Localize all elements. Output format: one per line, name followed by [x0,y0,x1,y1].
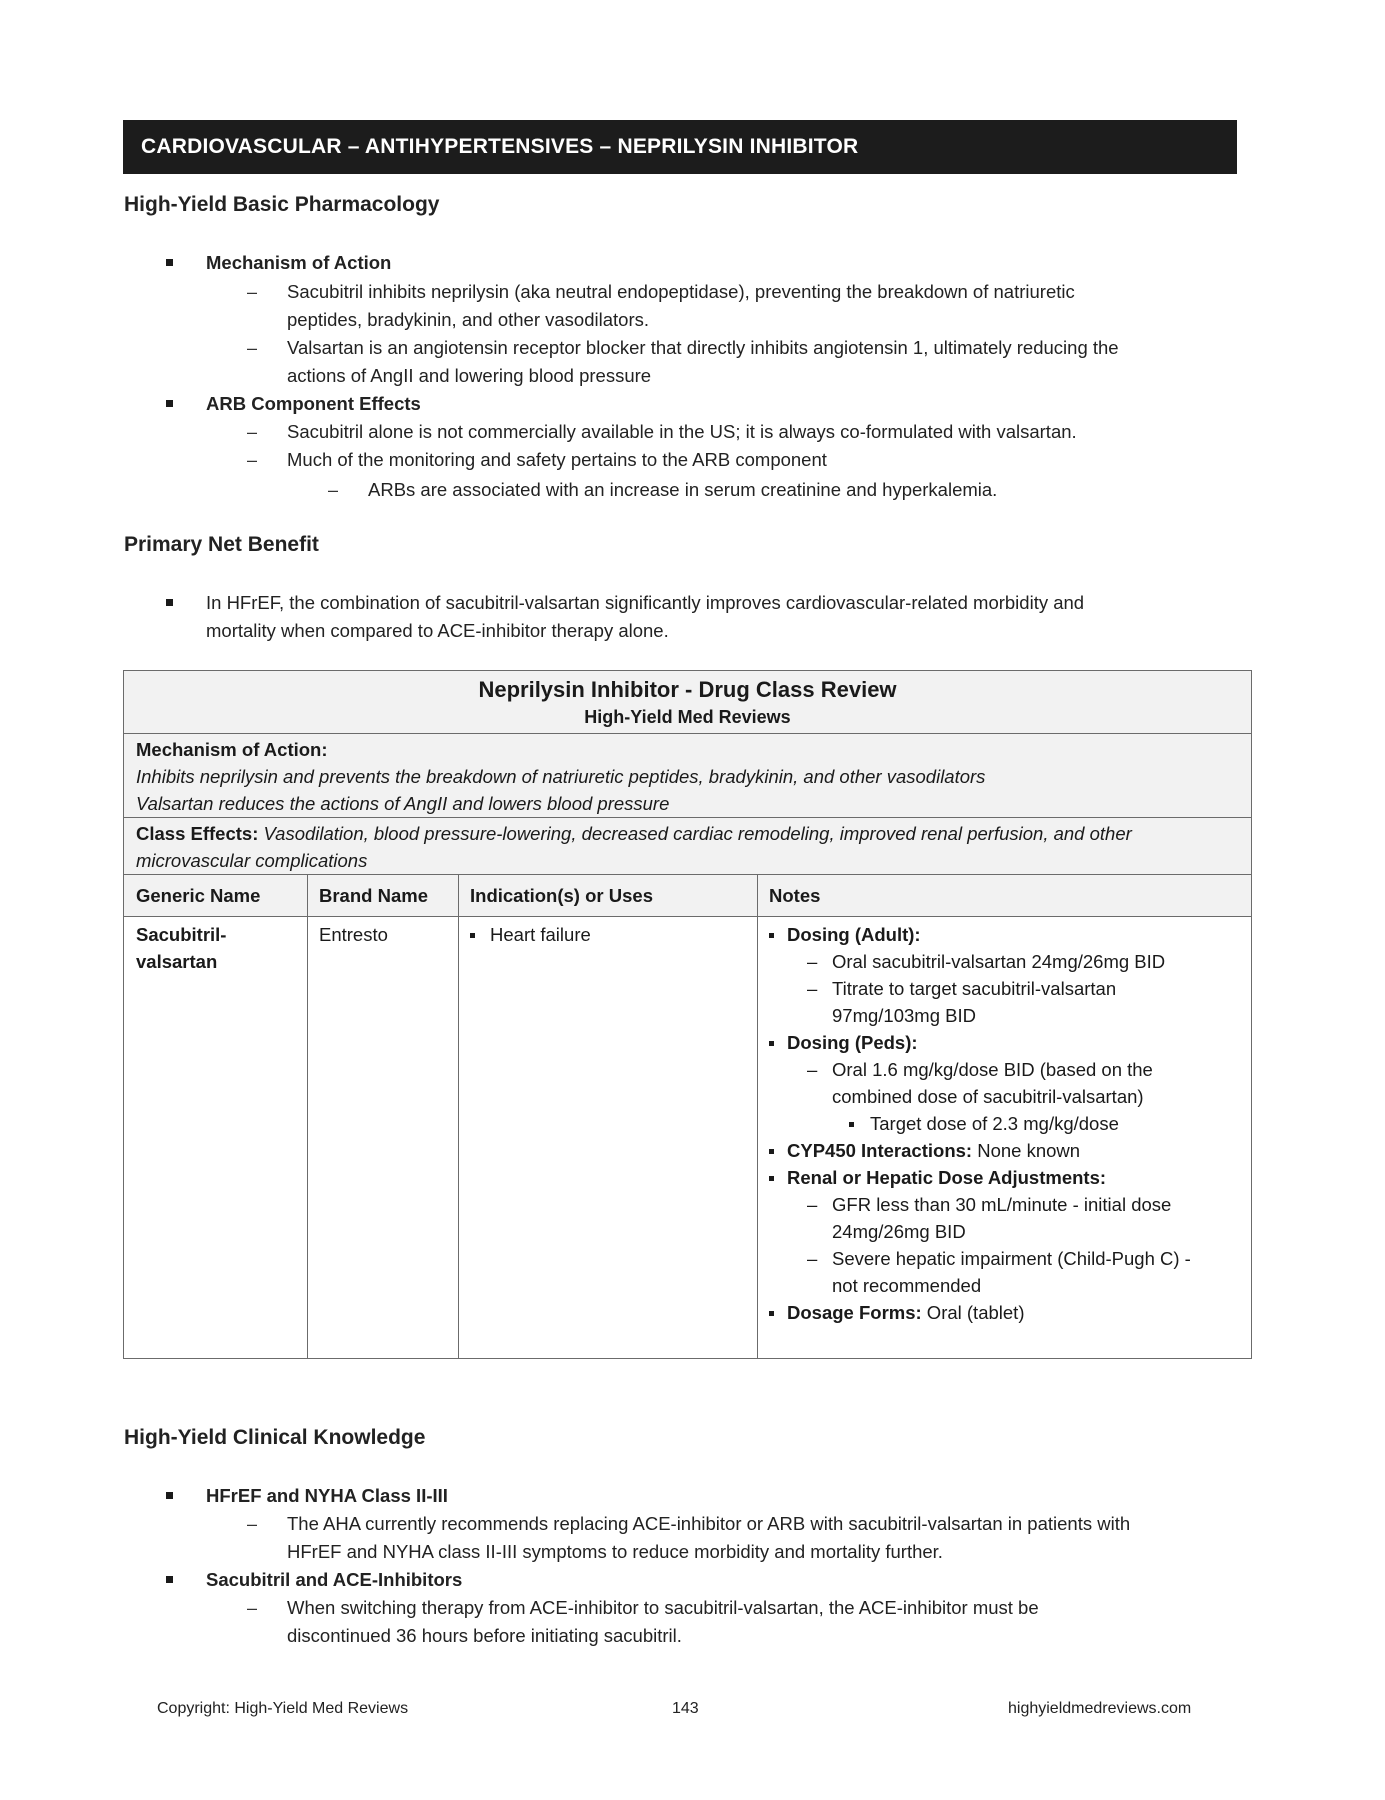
dash-icon: – [807,951,818,972]
dosing-adult-label: Dosing (Adult): [787,924,921,945]
moa-line: actions of AngII and lowering blood pressure [287,365,652,386]
table-title: Neprilysin Inhibitor - Drug Class Review [478,677,897,702]
note-text: Titrate to target sacubitril-valsartan [832,978,1117,999]
dosage-forms-value: Oral (tablet) [921,1302,1025,1323]
page-banner: CARDIOVASCULAR – ANTIHYPERTENSIVES – NEPRILYSIN INHIBITOR [123,120,1237,174]
dash-icon: – [247,1514,258,1534]
class-effects-text: Vasodilation, blood pressure-lowering, decreased cardiac remodeling, improved renal perfusion, and other [258,823,1132,844]
dosage-forms-line [787,1299,1024,1326]
moa-line: Sacubitril inhibits neprilysin (aka neutral endopeptidase), preventing the breakdown of natriuretic [287,281,1075,302]
cyp-label: CYP450 Interactions: [787,1140,973,1161]
note-text: not recommended [832,1275,982,1296]
table-moa-row [124,734,1251,818]
dash-icon: – [247,422,258,442]
dash-icon: – [247,338,258,358]
bullet-square-icon [769,1176,774,1181]
bullet-square-icon [166,599,173,606]
bullet-square-icon [166,1576,173,1583]
bullet-square-icon [166,259,173,266]
moa-line: Valsartan is an angiotensin receptor blocker that directly inhibits angiotensin 1, ultimately reducing the [287,337,1119,358]
net-benefit-line: In HFrEF, the combination of sacubitril-valsartan significantly improves cardiovascular-related morbidity and [206,592,1085,613]
note-text: Oral sacubitril-valsartan 24mg/26mg BID [832,951,1166,972]
table-subtitle: High-Yield Med Reviews [584,707,791,727]
generic-name: Sacubitril- [136,924,227,945]
ace-line: When switching therapy from ACE-inhibitor to sacubitril-valsartan, the ACE-inhibitor must be [287,1597,1039,1618]
header-brand: Brand Name [319,885,428,906]
hfref-label: HFrEF and NYHA Class II-III [206,1485,448,1506]
table-moa-label: Mechanism of Action: [136,739,328,760]
dash-icon: – [247,450,258,470]
header-generic: Generic Name [136,885,261,906]
dash-icon: – [807,1194,818,1215]
note-text: Target dose of 2.3 mg/kg/dose [870,1113,1119,1134]
renal-hepatic-label: Renal or Hepatic Dose Adjustments: [787,1167,1107,1188]
arb-line: ARBs are associated with an increase in serum creatinine and hyperkalemia. [368,479,998,500]
footer-website: highyieldmedreviews.com [1008,1700,1192,1717]
bullet-square-icon [769,1311,774,1316]
moa-line: peptides, bradykinin, and other vasodilators. [287,309,649,330]
note-text: GFR less than 30 mL/minute - initial dose [832,1194,1172,1215]
brand-name-cell [307,917,458,1358]
header-indication: Indication(s) or Uses [470,885,653,906]
bullet-square-icon [769,1041,774,1046]
bullet-square-icon [470,933,475,938]
notes-cell [757,917,1251,1358]
arb-line: Much of the monitoring and safety pertains to the ARB component [287,449,827,470]
note-text: 97mg/103mg BID [832,1005,976,1026]
class-effects-label: Class Effects: [136,823,259,844]
arb-line: Sacubitril alone is not commercially available in the US; it is always co-formulated with valsartan. [287,421,1077,442]
moa-label: Mechanism of Action [206,252,392,273]
net-benefit-line: mortality when compared to ACE-inhibitor therapy alone. [206,620,669,641]
column-divider [458,875,459,1358]
indication-cell [458,917,757,1358]
footer-copyright: Copyright: High-Yield Med Reviews [157,1700,409,1717]
bullet-square-icon [166,400,173,407]
cyp-value: None known [972,1140,1081,1161]
column-divider [307,875,308,1358]
arb-label: ARB Component Effects [206,393,421,414]
note-text: 24mg/26mg BID [832,1221,966,1242]
dash-icon: – [807,1248,818,1269]
header-notes: Notes [769,885,821,906]
generic-name-cell [124,917,307,1358]
basic-pharmacology-heading: High-Yield Basic Pharmacology [124,193,440,216]
dash-icon: – [247,282,258,302]
table-title-row [124,671,1251,734]
table-moa-line: Inhibits neprilysin and prevents the breakdown of natriuretic peptides, bradykinin, and other vasodilators [136,766,986,787]
dosage-forms-label: Dosage Forms: [787,1302,922,1323]
table-class-effects-row [124,818,1251,875]
class-effects-text: microvascular complications [136,850,368,871]
dash-icon: – [328,480,339,500]
column-divider [757,875,758,1358]
table-row [124,917,1251,1358]
dosing-peds-label: Dosing (Peds): [787,1032,918,1053]
bullet-square-icon [769,933,774,938]
drug-class-review-table [123,670,1252,1359]
cyp-line [787,1137,1080,1164]
ace-line: discontinued 36 hours before initiating sacubitril. [287,1625,682,1646]
clinical-knowledge-heading: High-Yield Clinical Knowledge [124,1426,426,1449]
footer-page-number: 143 [672,1700,699,1717]
note-text: Oral 1.6 mg/kg/dose BID (based on the [832,1059,1153,1080]
bullet-square-icon [849,1122,854,1127]
brand-name: Entresto [319,924,388,945]
net-benefit-heading: Primary Net Benefit [124,533,319,556]
hfref-line: HFrEF and NYHA class II-III symptoms to reduce morbidity and mortality further. [287,1541,943,1562]
hfref-line: The AHA currently recommends replacing ACE-inhibitor or ARB with sacubitril-valsartan in patients with [287,1513,1131,1534]
table-header-row [124,875,1251,917]
generic-name: valsartan [136,951,218,972]
note-text: Severe hepatic impairment (Child-Pugh C) - [832,1248,1191,1269]
ace-label: Sacubitril and ACE-Inhibitors [206,1569,463,1590]
dash-icon: – [247,1598,258,1618]
indication-text: Heart failure [490,924,591,945]
note-text: combined dose of sacubitril-valsartan) [832,1086,1144,1107]
dash-icon: – [807,1059,818,1080]
bullet-square-icon [769,1149,774,1154]
bullet-square-icon [166,1492,173,1499]
table-moa-line: Valsartan reduces the actions of AngII and lowers blood pressure [136,793,670,814]
dash-icon: – [807,978,818,999]
